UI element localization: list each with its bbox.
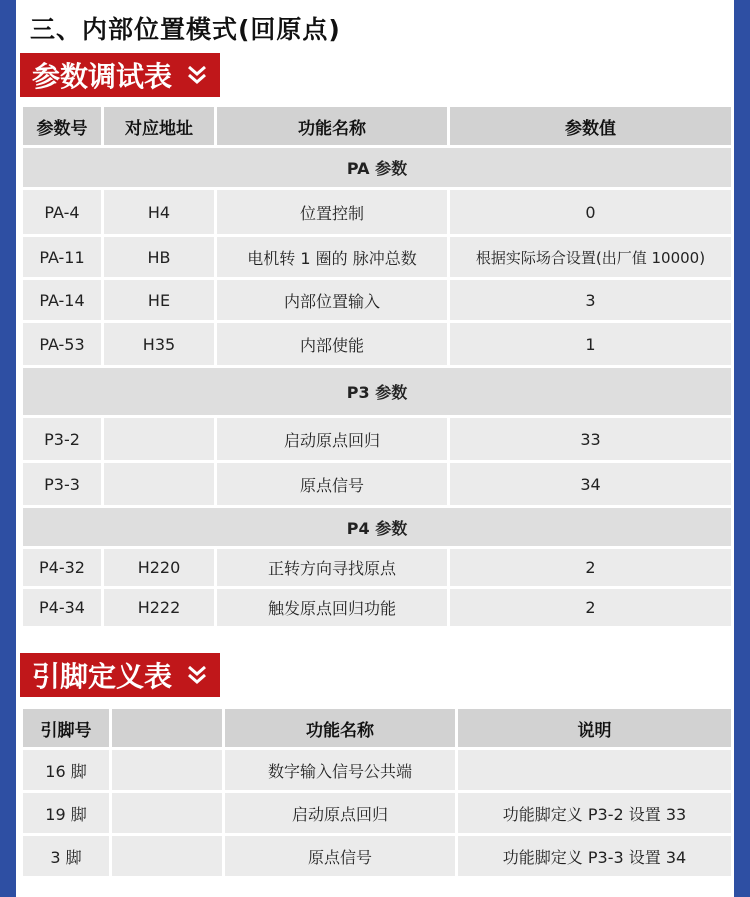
cell-param: PA-14 xyxy=(23,280,101,320)
banner-title: 参数调试表 xyxy=(32,60,173,93)
cell-function: 启动原点回归 xyxy=(217,418,447,460)
header-description: 说明 xyxy=(458,709,731,747)
cell-address: HB xyxy=(104,237,214,277)
cell-param: P4-32 xyxy=(23,549,101,586)
cell-value: 根据实际场合设置(出厂值 10000) xyxy=(450,237,731,277)
cell-function: 数字输入信号公共端 xyxy=(225,750,455,790)
header-function: 功能名称 xyxy=(217,107,447,145)
cell-function: 正转方向寻找原点 xyxy=(217,549,447,586)
cell-function: 原点信号 xyxy=(217,463,447,505)
header-pin-no: 引脚号 xyxy=(23,709,109,747)
cell-function: 启动原点回归 xyxy=(225,793,455,833)
cell-value: 2 xyxy=(450,549,731,586)
cell-function: 内部位置输入 xyxy=(217,280,447,320)
pin-table-banner xyxy=(20,653,220,697)
double-chevron-down-icon xyxy=(186,64,208,86)
header-address: 对应地址 xyxy=(104,107,214,145)
group-title: P3 参数 xyxy=(23,368,731,415)
cell-address: H4 xyxy=(104,190,214,234)
cell-address: H220 xyxy=(104,549,214,586)
cell-description: 功能脚定义 P3-2 设置 33 xyxy=(458,793,731,833)
cell-address: H222 xyxy=(104,589,214,626)
double-chevron-down-icon xyxy=(186,664,208,686)
cell-param: P3-3 xyxy=(23,463,101,505)
cell-value: 1 xyxy=(450,323,731,365)
cell-blank xyxy=(112,750,222,790)
cell-description xyxy=(458,750,731,790)
cell-function: 位置控制 xyxy=(217,190,447,234)
cell-value: 33 xyxy=(450,418,731,460)
cell-blank xyxy=(112,793,222,833)
cell-value: 2 xyxy=(450,589,731,626)
param-table xyxy=(20,104,734,629)
header-param-no: 参数号 xyxy=(23,107,101,145)
cell-pin: 16 脚 xyxy=(23,750,109,790)
header-blank xyxy=(112,709,222,747)
group-title: PA 参数 xyxy=(23,148,731,187)
cell-value: 34 xyxy=(450,463,731,505)
page xyxy=(16,0,734,897)
cell-address: H35 xyxy=(104,323,214,365)
pin-table xyxy=(20,706,734,879)
cell-param: PA-53 xyxy=(23,323,101,365)
cell-address xyxy=(104,418,214,460)
cell-param: P4-34 xyxy=(23,589,101,626)
cell-function: 内部使能 xyxy=(217,323,447,365)
cell-blank xyxy=(112,836,222,876)
page-heading: 三、内部位置模式(回原点) xyxy=(30,15,341,44)
group-title: P4 参数 xyxy=(23,508,731,546)
cell-value: 0 xyxy=(450,190,731,234)
cell-pin: 19 脚 xyxy=(23,793,109,833)
cell-param: PA-4 xyxy=(23,190,101,234)
cell-function: 触发原点回归功能 xyxy=(217,589,447,626)
cell-pin: 3 脚 xyxy=(23,836,109,876)
param-table-banner xyxy=(20,53,220,97)
cell-param: P3-2 xyxy=(23,418,101,460)
banner-title: 引脚定义表 xyxy=(32,660,173,693)
cell-value: 3 xyxy=(450,280,731,320)
cell-address xyxy=(104,463,214,505)
cell-function: 原点信号 xyxy=(225,836,455,876)
cell-param: PA-11 xyxy=(23,237,101,277)
cell-function: 电机转 1 圈的 脉冲总数 xyxy=(217,237,447,277)
cell-address: HE xyxy=(104,280,214,320)
header-value: 参数值 xyxy=(450,107,731,145)
cell-description: 功能脚定义 P3-3 设置 34 xyxy=(458,836,731,876)
header-function: 功能名称 xyxy=(225,709,455,747)
